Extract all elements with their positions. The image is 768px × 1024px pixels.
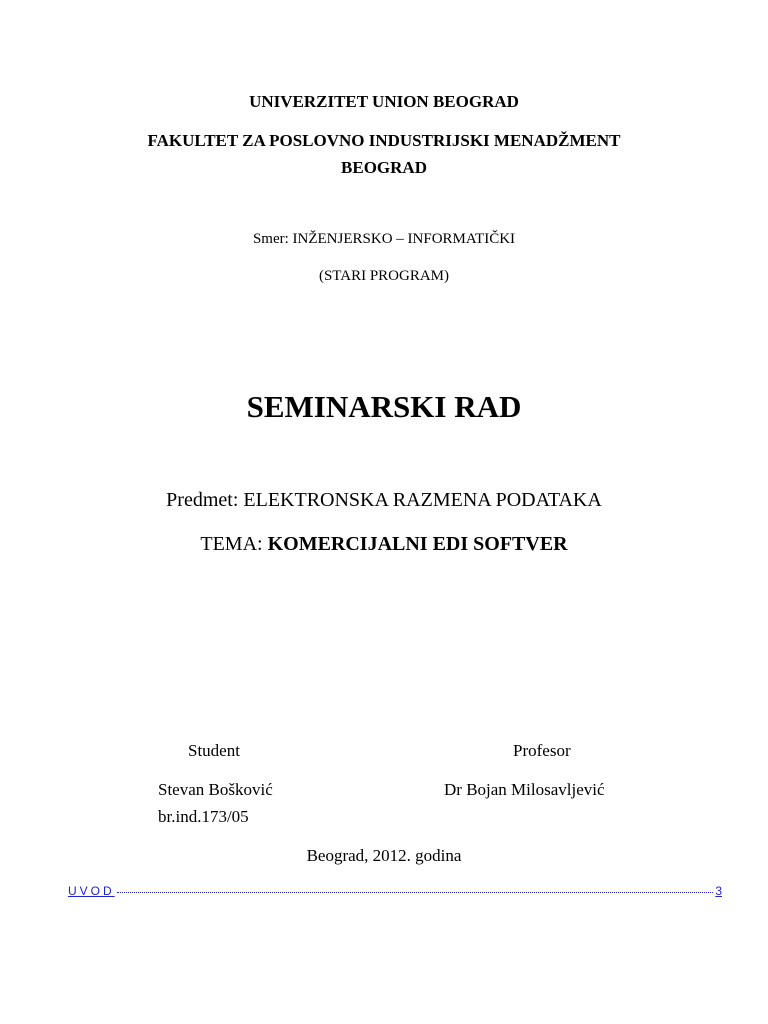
professor-heading: Profesor — [513, 741, 571, 760]
study-track: Smer: INŽENJERSKO – INFORMATIČKI — [252, 231, 516, 247]
subject-line — [0, 489, 768, 512]
subject-value: ELEKTRONSKA RAZMENA PODATAKA — [243, 489, 602, 511]
faculty-city: BEOGRAD — [341, 158, 427, 177]
toc-entry-label[interactable]: UVOD — [68, 884, 115, 898]
student-index: br.ind.173/05 — [158, 807, 249, 826]
toc-entry-uvod[interactable] — [68, 884, 722, 898]
university-name: UNIVERZITET UNION BEOGRAD — [249, 92, 519, 111]
toc-entry-page[interactable]: 3 — [715, 884, 722, 898]
document-title: SEMINARSKI RAD — [246, 389, 522, 424]
professor-name: Dr Bojan Milosavljević — [444, 780, 605, 799]
toc-dot-leader — [117, 891, 714, 893]
theme-value: KOMERCIJALNI EDI SOFTVER — [267, 533, 568, 555]
student-name: Stevan Bošković — [158, 780, 273, 799]
place-and-date: Beograd, 2012. godina — [306, 846, 462, 865]
theme-line — [0, 533, 768, 556]
study-program: (STARI PROGRAM) — [318, 268, 450, 284]
subject-label: Predmet: — [166, 489, 239, 511]
theme-label: TEMA: — [200, 533, 263, 555]
student-heading: Student — [188, 741, 240, 760]
faculty-name: FAKULTET ZA POSLOVNO INDUSTRIJSKI MENADŽMENT — [147, 131, 621, 150]
